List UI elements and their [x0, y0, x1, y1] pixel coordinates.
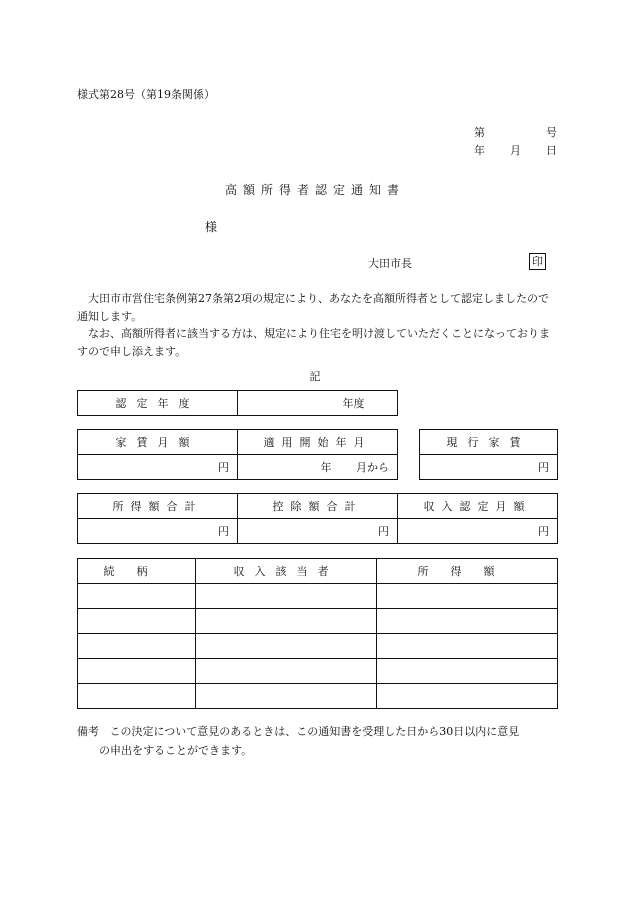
body-text [77, 290, 558, 360]
table-row [78, 609, 558, 634]
certification-year-value[interactable]: 年度 [238, 391, 398, 416]
income-total-value[interactable]: 円 [78, 519, 238, 544]
addressee-suffix: 様 [205, 220, 218, 234]
day-label: 日 [546, 144, 557, 157]
relationship-cell[interactable] [78, 634, 196, 659]
remarks-line-2: の申出をすることができます。 [99, 744, 253, 757]
income-person-cell[interactable] [196, 659, 377, 684]
monthly-income-value[interactable]: 円 [398, 519, 558, 544]
deduction-total-label: 控除額合計 [238, 494, 398, 519]
ki-heading: 記 [309, 370, 321, 383]
income-amount-cell[interactable] [377, 659, 558, 684]
start-month-value[interactable] [238, 455, 398, 480]
income-amount-cell[interactable] [377, 584, 558, 609]
current-rent-table [419, 429, 558, 480]
relationship-cell[interactable] [78, 609, 196, 634]
form-number: 様式第28号（第19条関係） [77, 88, 215, 101]
rent-table [77, 429, 398, 480]
start-month-unit: 月から [356, 461, 389, 474]
body-paragraph-1: 大田市市営住宅条例第27条第2項の規定により、あなたを高額所得者として認定しましたので通知します。 [77, 292, 549, 323]
income-summary-table [77, 493, 558, 544]
issuer-name: 大田市長 [368, 257, 412, 270]
table-row [78, 584, 558, 609]
table-row [78, 684, 558, 709]
income-amount-header: 所得額 [377, 559, 558, 584]
income-amount-cell[interactable] [377, 609, 558, 634]
start-year-unit: 年 [320, 461, 332, 474]
relationship-cell[interactable] [78, 659, 196, 684]
income-person-cell[interactable] [196, 684, 377, 709]
year-label: 年 [474, 144, 485, 157]
document-title: 高額所得者認定通知書 [224, 183, 405, 197]
household-table [77, 558, 558, 709]
certification-year-label: 認定年度 [78, 391, 238, 416]
table-row [78, 634, 558, 659]
current-rent-value[interactable]: 円 [420, 455, 558, 480]
deduction-total-value[interactable]: 円 [238, 519, 398, 544]
income-person-header: 収入該当者 [196, 559, 377, 584]
relationship-cell[interactable] [78, 684, 196, 709]
month-label: 月 [510, 144, 521, 157]
current-rent-label: 現行家賃 [420, 430, 558, 455]
remarks-label: 備考 [77, 725, 99, 738]
rent-label: 家賃月額 [78, 430, 238, 455]
relationship-header: 続柄 [78, 559, 196, 584]
income-person-cell[interactable] [196, 609, 377, 634]
certification-year-table [77, 390, 398, 416]
rent-value[interactable]: 円 [78, 455, 238, 480]
income-person-cell[interactable] [196, 584, 377, 609]
relationship-cell[interactable] [78, 584, 196, 609]
date-line [474, 142, 557, 158]
monthly-income-label: 収入認定月額 [398, 494, 558, 519]
remarks [77, 722, 558, 760]
income-amount-cell[interactable] [377, 634, 558, 659]
remarks-line-1: この決定について意見のあるときは、この通知書を受理した日から30日以内に意見 [109, 725, 520, 738]
dai-label: 第 [474, 126, 485, 139]
income-person-cell[interactable] [196, 634, 377, 659]
start-month-label: 適用開始年月 [238, 430, 398, 455]
income-amount-cell[interactable] [377, 684, 558, 709]
go-label: 号 [546, 126, 557, 139]
income-total-label: 所得額合計 [78, 494, 238, 519]
table-row [78, 659, 558, 684]
seal-mark: 印 [529, 253, 546, 270]
body-paragraph-2: なお、高額所得者に該当する方は、規定により住宅を明け渡していただくことになっておりますので申し添えます。 [77, 327, 550, 358]
document-number-line [474, 124, 557, 140]
